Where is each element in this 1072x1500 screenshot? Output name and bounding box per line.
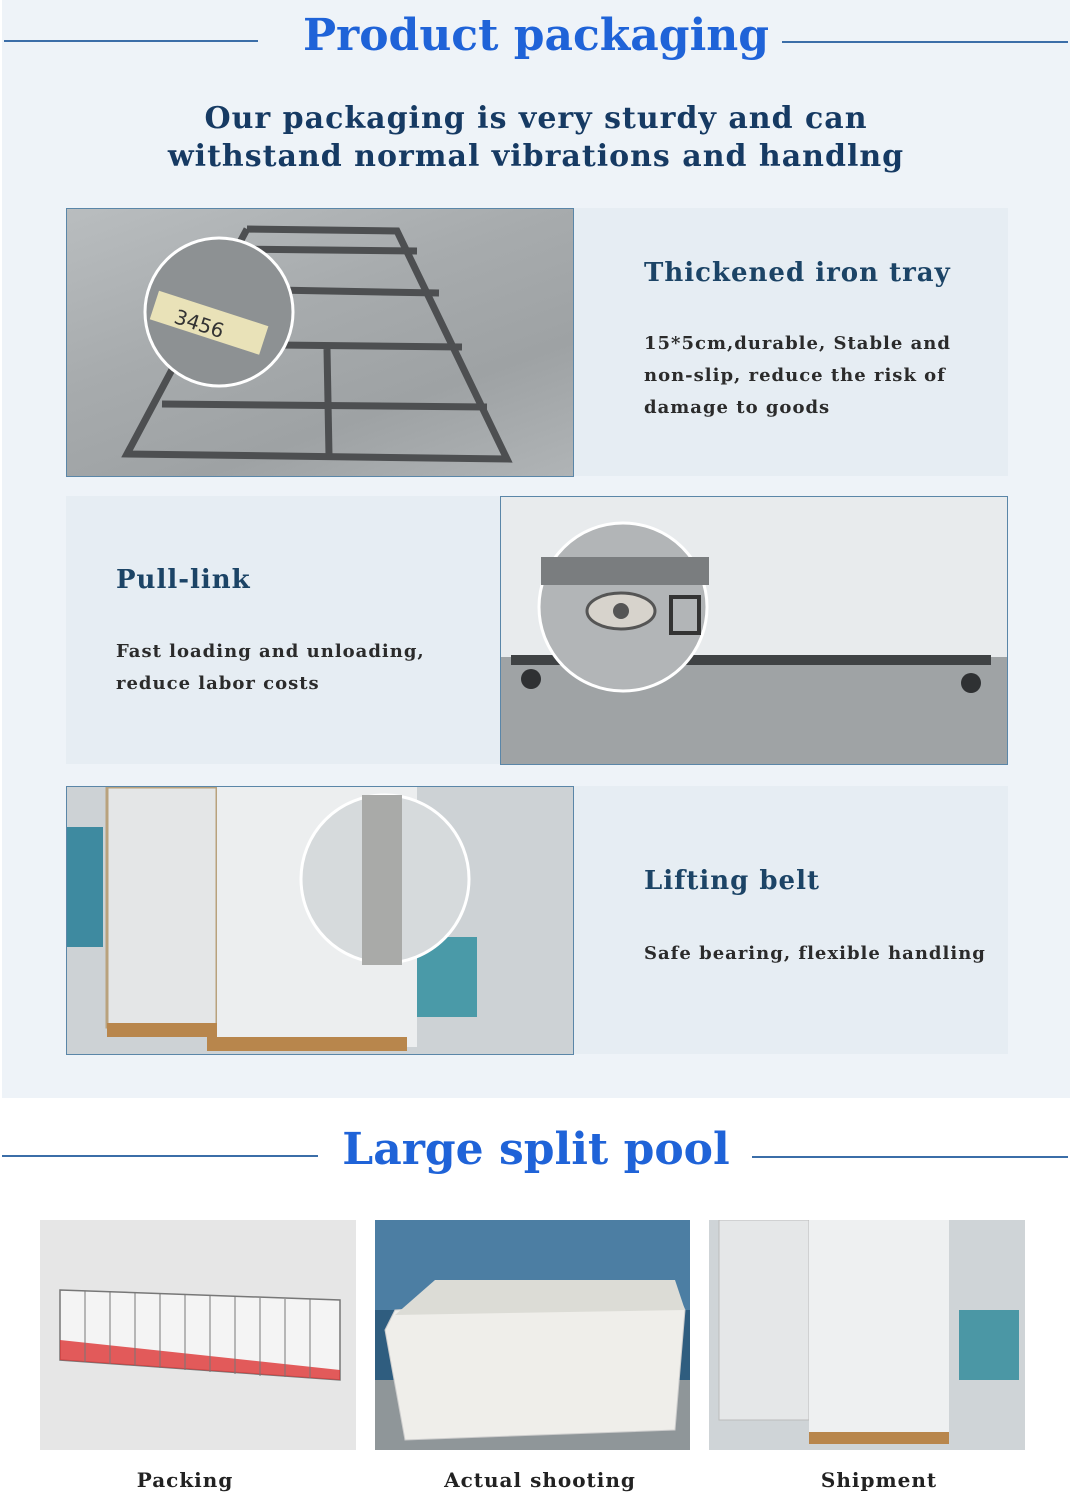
pull-link-illustration [501, 497, 1007, 764]
feature-title-iron-tray: Thickened iron tray [644, 258, 951, 288]
packing-illustration [40, 1220, 356, 1450]
feature-title-lifting-belt: Lifting belt [644, 866, 820, 896]
iron-tray-text-line-2: non-slip, reduce the risk of [644, 365, 946, 386]
iron-tray-text-line-1: 15*5cm,durable, Stable and [644, 333, 951, 354]
shipment-image [709, 1220, 1025, 1450]
pull-link-text-line-2: reduce labor costs [116, 673, 320, 694]
lifting-belt-illustration [67, 787, 573, 1054]
section-title-product-packaging: Product packaging [302, 10, 770, 61]
subtitle-line-1: Our packaging is very sturdy and can [204, 101, 868, 136]
iron-tray-photo [66, 208, 574, 477]
feature-text-iron-tray [644, 328, 951, 424]
iron-tray-text-line-3: damage to goods [644, 397, 831, 418]
subtitle-line-2: withstand normal vibrations and handlng [167, 139, 905, 174]
section-title-large-split-pool: Large split pool [342, 1124, 730, 1175]
lifting-belt-photo [66, 786, 574, 1055]
tape-measure-numbers: 3456 [171, 304, 228, 344]
feature-text-lifting-belt [644, 938, 986, 970]
actual-shooting-illustration [375, 1220, 690, 1450]
packing-image [40, 1220, 356, 1450]
feature-text-pull-link [116, 636, 425, 700]
caption-shipment: Shipment [820, 1468, 938, 1492]
caption-actual-shooting: Actual shooting [444, 1468, 636, 1492]
section-subtitle [0, 100, 1072, 176]
lifting-belt-text-line-1: Safe bearing, flexible handling [644, 943, 986, 964]
pull-link-photo [500, 496, 1008, 765]
actual-shooting-image [375, 1220, 690, 1450]
feature-panel-pull-link [66, 496, 502, 764]
iron-tray-illustration [67, 209, 573, 476]
shipment-illustration [709, 1220, 1025, 1450]
feature-panel-lifting-belt [572, 786, 1008, 1054]
feature-title-pull-link: Pull-link [116, 565, 251, 595]
pull-link-text-line-1: Fast loading and unloading, [116, 641, 425, 662]
caption-packing: Packing [136, 1468, 234, 1492]
